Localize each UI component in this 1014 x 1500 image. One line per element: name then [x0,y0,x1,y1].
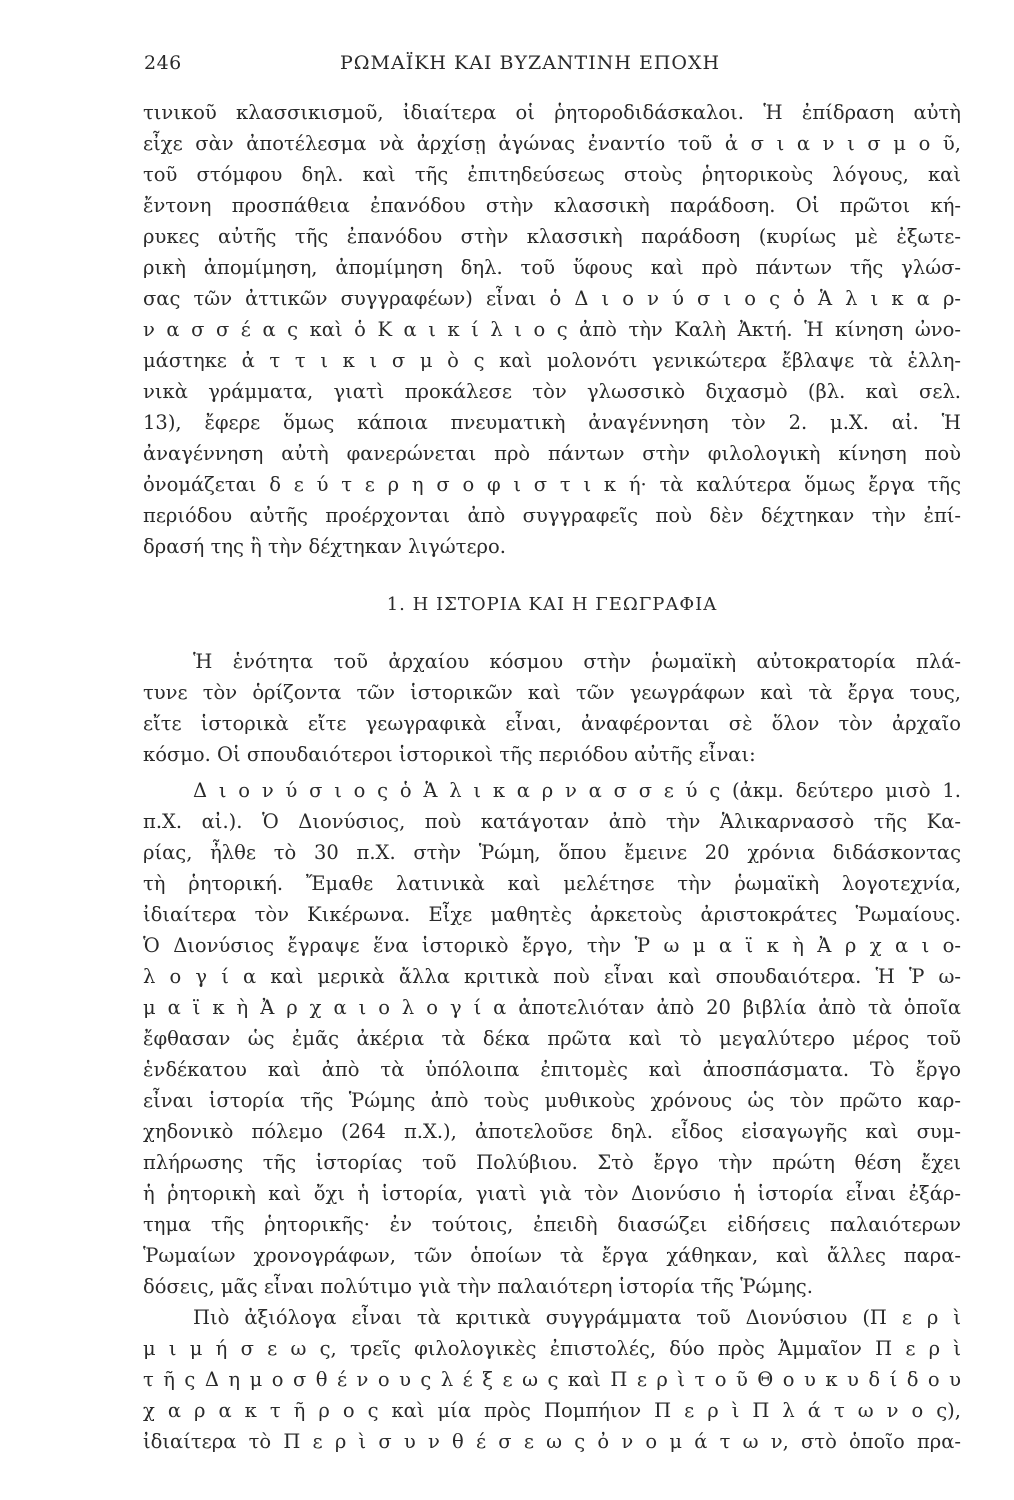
text-line: Ἡ ἑνότητα τοῦ ἀρχαίου κόσμου στὴν ῥωμαϊκὴ αὐτοκρατορία πλά- [193,650,961,673]
text-line: χ α ρ α κ τ ῆ ρ ο ς καὶ μία πρὸς Πομπήιον Π ε ρ ὶ Π λ ά τ ω ν ο ς), [143,1399,961,1422]
text-line: δόσεις, μᾶς εἶναι πολύτιμο γιὰ τὴν παλαιότερη ἱστορία τῆς Ῥώμης. [143,1275,813,1298]
text-line: εἴτε ἱστορικὰ εἴτε γεωγραφικὰ εἶναι, ἀναφέρονται σὲ ὅλον τὸν ἀρχαῖο [143,712,961,735]
text-line: ὀνομάζεται δ ε ύ τ ε ρ η σ ο φ ι σ τ ι κ ή· τὰ καλύτερα ὅμως ἔργα τῆς [143,473,961,496]
text-line: τινικοῦ κλασσικισμοῦ, ἰδιαίτερα οἱ ῥητοροδιδάσκαλοι. Ἡ ἐπίδραση αὐτὴ [143,101,961,124]
text-line: δρασή της ἢ τὴν δέχτηκαν λιγώτερο. [143,535,506,558]
text-line: ἔφθασαν ὡς ἐμᾶς ἀκέρια τὰ δέκα πρῶτα καὶ τὸ μεγαλύτερο μέρος τοῦ [143,1027,961,1050]
text-line: ἰδιαίτερα τὸ Π ε ρ ὶ σ υ ν θ έ σ ε ω ς ὀ ν ο μ ά τ ω ν, στὸ ὁποῖο πρα- [143,1430,961,1453]
text-line: τ ῆ ς Δ η μ ο σ θ έ ν ο υ ς λ έ ξ ε ω ς καὶ Π ε ρ ὶ τ ο ῦ Θ ο υ κ υ δ ί δ ο υ [143,1368,961,1391]
paragraph-continued [143,97,961,562]
text-line: εἶχε σὰν ἀποτέλεσμα νὰ ἀρχίσῃ ἀγώνας ἐναντίο τοῦ ἀ σ ι α ν ι σ μ ο ῦ, [143,132,961,155]
text-line: ρίας, ἦλθε τὸ 30 π.Χ. στὴν Ῥώμη, ὅπου ἔμεινε 20 χρόνια διδάσκοντας [143,841,961,864]
text-line: νικὰ γράμματα, γιατὶ προκάλεσε τὸν γλωσσικὸ διχασμὸ (βλ. καὶ σελ. [143,380,961,403]
text-line: πλήρωσης τῆς ἱστορίας τοῦ Πολύβιου. Στὸ ἔργο τὴν πρώτη θέση ἔχει [143,1151,961,1174]
page-number: 246 [144,52,182,74]
text-line: ἀναγέννηση αὐτὴ φανερώνεται πρὸ πάντων στὴν φιλολογικὴ κίνηση ποὺ [143,442,961,465]
section-heading: 1. Η ΙΣΤΟΡΙΑ ΚΑΙ Η ΓΕΩΓΡΑΦΙΑ [386,594,718,615]
text-line: τυνε τὸν ὁρίζοντα τῶν ἱστορικῶν καὶ τῶν γεωγράφων καὶ τὰ ἔργα τους, [143,681,961,704]
text-line: ρικὴ ἀπομίμηση, ἀπομίμηση δηλ. τοῦ ὕφους καὶ πρὸ πάντων τῆς γλώσ- [143,256,961,279]
text-line: μ ι μ ή σ ε ω ς, τρεῖς φιλολογικὲς ἐπιστολές, δύο πρὸς Ἀμμαῖον Π ε ρ ὶ [143,1337,961,1360]
text-line: σας τῶν ἀττικῶν συγγραφέων) εἶναι ὁ Δ ι ο ν ύ σ ι ο ς ὁ Ἁ λ ι κ α ρ- [143,287,961,310]
running-title: ΡΩΜΑΪΚΗ ΚΑΙ ΒΥΖΑΝΤΙΝΗ ΕΠΟΧΗ [340,52,721,74]
text-line: π.Χ. αἰ.). Ὁ Διονύσιος, ποὺ κατάγοταν ἀπὸ τὴν Ἁλικαρνασσὸ τῆς Κα- [143,810,961,833]
text-line: 13), ἔφερε ὅμως κάποια πνευματικὴ ἀναγέννηση τὸν 2. μ.Χ. αἰ. Ἡ [143,411,961,434]
text-line: Δ ι ο ν ύ σ ι ο ς ὁ Ἁ λ ι κ α ρ ν α σ σ ε ύ ς (ἀκμ. δεύτερο μισὸ 1. [193,779,961,802]
paragraph-intro [143,646,961,770]
text-line: μ α ϊ κ ὴ Ἀ ρ χ α ι ο λ ο γ ί α ἀποτελιόταν ἀπὸ 20 βιβλία ἀπὸ τὰ ὁποῖα [143,996,961,1019]
text-line: τημα τῆς ῥητορικῆς· ἐν τούτοις, ἐπειδὴ διασώζει εἰδήσεις παλαιότερων [143,1213,961,1236]
text-line: ἑνδέκατου καὶ ἀπὸ τὰ ὑπόλοιπα ἐπιτομὲς καὶ ἀποσπάσματα. Τὸ ἔργο [143,1058,961,1081]
text-line: ἡ ῥητορικὴ καὶ ὄχι ἡ ἱστορία, γιατὶ γιὰ τὸν Διονύσιο ἡ ἱστορία εἶναι ἐξάρ- [143,1182,961,1205]
text-line: κόσμο. Οἱ σπουδαιότεροι ἱστορικοὶ τῆς περιόδου αὐτῆς εἶναι: [143,743,756,766]
running-head [144,52,964,82]
text-line: Πιὸ ἀξιόλογα εἶναι τὰ κριτικὰ συγγράμματα τοῦ Διονύσιου (Π ε ρ ὶ [193,1306,961,1329]
text-line: Ῥωμαίων χρονογράφων, τῶν ὁποίων τὰ ἔργα χάθηκαν, καὶ ἄλλες παρα- [143,1244,961,1267]
paragraph-dionysius [143,775,961,1457]
text-line: ἰδιαίτερα τὸν Κικέρωνα. Εἶχε μαθητὲς ἀρκετοὺς ἀριστοκράτες Ῥωμαίους. [143,903,961,926]
text-line: τὴ ῥητορική. Ἔμαθε λατινικὰ καὶ μελέτησε τὴν ῥωμαϊκὴ λογοτεχνία, [143,872,961,895]
text-line: περιόδου αὐτῆς προέρχονται ἀπὸ συγγραφεῖς ποὺ δὲν δέχτηκαν τὴν ἐπί- [143,504,961,527]
text-line: τοῦ στόμφου δηλ. καὶ τῆς ἐπιτηδεύσεως στοὺς ῥητορικοὺς λόγους, καὶ [143,163,961,186]
text-line: ρυκες αὐτῆς τῆς ἐπανόδου στὴν κλασσικὴ παράδοση (κυρίως μὲ ἐξωτε- [143,225,961,248]
text-line: χηδονικὸ πόλεμο (264 π.Χ.), ἀποτελοῦσε δηλ. εἶδος εἰσαγωγῆς καὶ συμ- [143,1120,961,1143]
text-line: ἔντονη προσπάθεια ἐπανόδου στὴν κλασσικὴ παράδοση. Οἱ πρῶτοι κή- [143,194,961,217]
text-line: λ ο γ ί α καὶ μερικὰ ἄλλα κριτικὰ ποὺ εἶναι καὶ σπουδαιότερα. Ἡ Ῥ ω- [143,965,961,988]
text-line: ν α σ σ έ α ς καὶ ὁ Κ α ι κ ί λ ι ο ς ἀπὸ τὴν Καλὴ Ἀκτή. Ἡ κίνηση ὠνο- [143,318,961,341]
text-line: εἶναι ἱστορία τῆς Ῥώμης ἀπὸ τοὺς μυθικοὺς χρόνους ὡς τὸν πρῶτο καρ- [143,1089,961,1112]
text-line: μάστηκε ἀ τ τ ι κ ι σ μ ὸ ς καὶ μολονότι γενικώτερα ἔβλαψε τὰ ἑλλη- [143,349,961,372]
text-line: Ὁ Διονύσιος ἔγραψε ἕνα ἱστορικὸ ἔργο, τὴν Ῥ ω μ α ϊ κ ὴ Ἀ ρ χ α ι ο- [143,934,961,957]
